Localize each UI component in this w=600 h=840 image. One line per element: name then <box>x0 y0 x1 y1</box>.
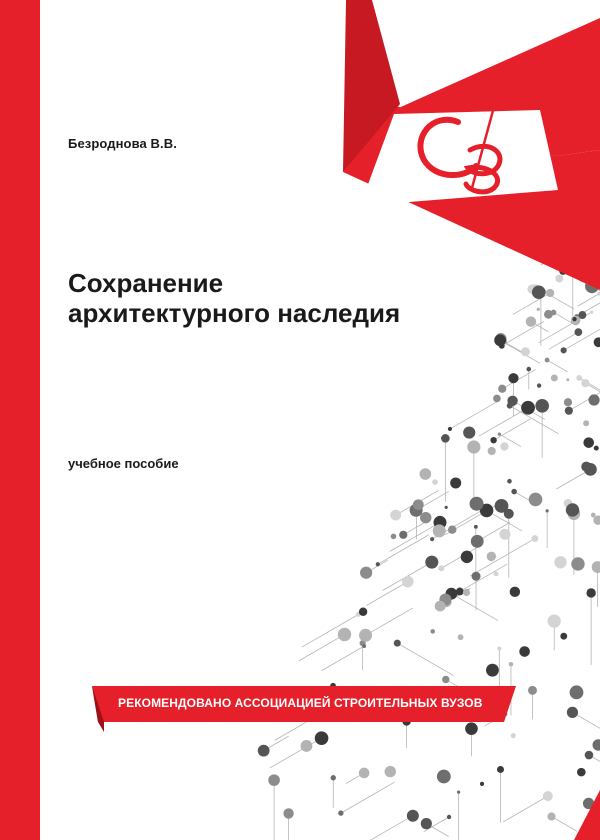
book-subtitle: учебное пособие <box>68 456 179 471</box>
bottom-corner-triangle <box>574 790 600 840</box>
banner-text: РЕКОМЕНДОВАНО АССОЦИАЦИЕЙ СТРОИТЕЛЬНЫХ ВУЗОВ <box>118 696 483 710</box>
author-name: Безроднова В.В. <box>68 136 177 151</box>
book-title-line-2: архитектурного наследия <box>68 298 401 328</box>
book-title-line-1: Сохранение <box>68 268 224 298</box>
